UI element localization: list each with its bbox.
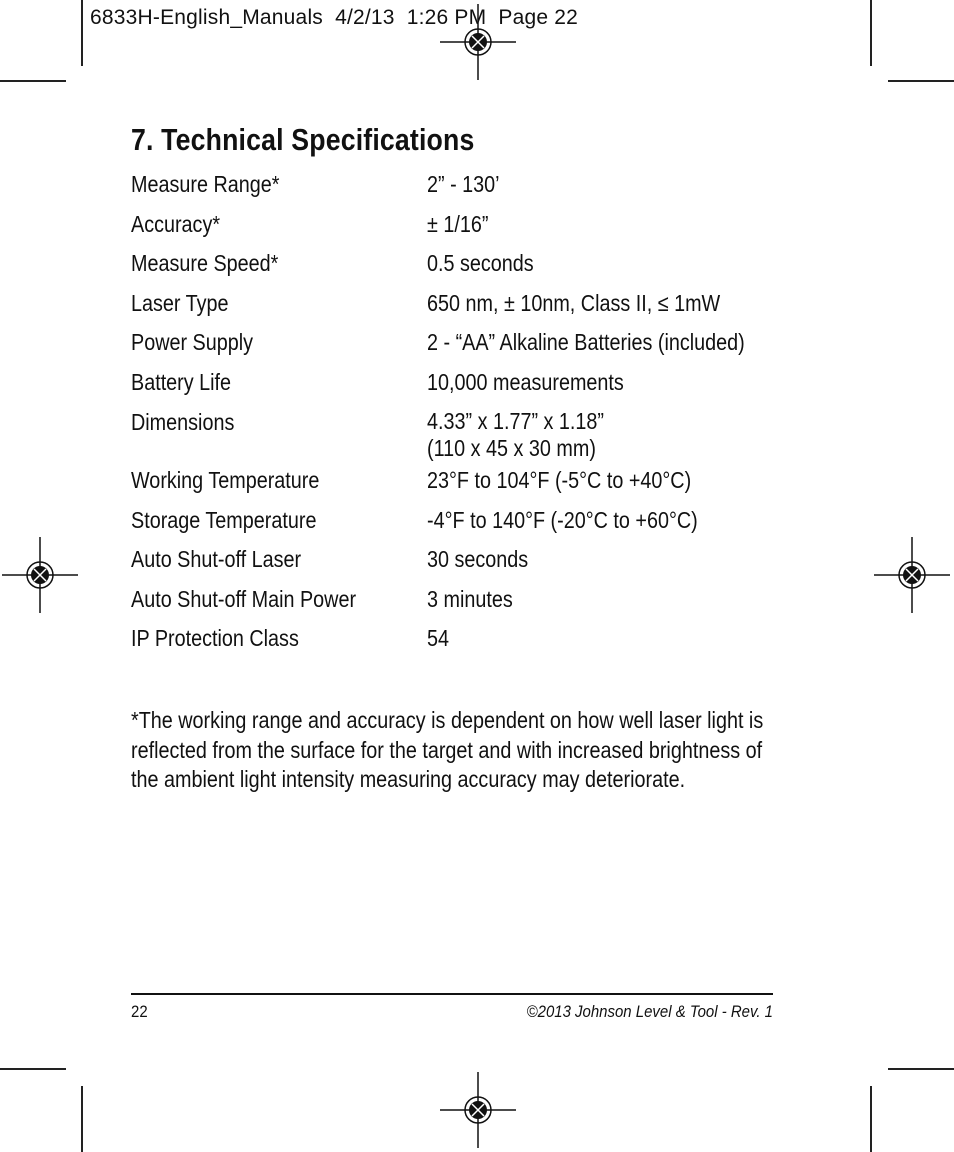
- spec-label: Measure Range*: [131, 171, 280, 197]
- print-slug-line: 6833H-English_Manuals 4/2/13 1:26 PM Page 22: [90, 6, 579, 29]
- spec-value: 23°F to 104°F (-5°C to +40°C): [427, 467, 692, 494]
- page-title: 7. Technical Specifications: [131, 122, 475, 157]
- spec-value: 2” - 130’: [427, 171, 500, 197]
- spec-value: 4.33” x 1.77” x 1.18” (110 x 45 x 30 mm): [427, 407, 605, 461]
- specifications-table: [131, 170, 831, 664]
- spec-value: -4°F to 140°F (-20°C to +60°C): [427, 506, 698, 533]
- crop-mark-bottom-left-horizontal: [0, 1068, 66, 1070]
- spec-value: 3 minutes: [427, 585, 513, 612]
- crop-mark-bottom-left-vertical: [81, 1086, 83, 1152]
- spec-row-measure-range: [131, 170, 831, 210]
- spec-label: Storage Temperature: [131, 506, 317, 533]
- spec-value: 30 seconds: [427, 546, 529, 573]
- spec-label: Dimensions: [131, 408, 235, 435]
- spec-label: Accuracy*: [131, 210, 221, 237]
- registration-mark-icon: [874, 537, 950, 613]
- crop-mark-top-left-horizontal: [0, 80, 66, 82]
- spec-value: 54: [427, 625, 450, 652]
- spec-row-dimensions: [131, 408, 831, 467]
- spec-value: 10,000 measurements: [427, 368, 624, 395]
- spec-label: Auto Shut-off Laser: [131, 546, 302, 573]
- spec-value: ± 1/16”: [427, 210, 489, 237]
- footnote-paragraph: *The working range and accuracy is dependent on how well laser light is reflected from the surface for the target and with increased brightness of the ambient light intensity measuring accuracy may deteriorate.: [131, 707, 764, 792]
- spec-row-working-temperature: [131, 466, 831, 506]
- spec-label: Battery Life: [131, 368, 232, 395]
- spec-row-ip-protection-class: [131, 624, 831, 664]
- spec-row-power-supply: [131, 328, 831, 368]
- spec-label: Power Supply: [131, 329, 254, 356]
- crop-mark-bottom-right-horizontal: [888, 1068, 954, 1070]
- crop-mark-bottom-right-vertical: [870, 1086, 872, 1152]
- crop-mark-top-right-horizontal: [888, 80, 954, 82]
- spec-row-measure-speed: [131, 249, 831, 289]
- spec-row-accuracy: [131, 210, 831, 250]
- crop-mark-top-left-vertical: [81, 0, 83, 66]
- spec-label: IP Protection Class: [131, 625, 299, 652]
- spec-row-battery-life: [131, 368, 831, 408]
- spec-row-auto-shutoff-main-power: [131, 585, 831, 625]
- spec-label: Working Temperature: [131, 467, 320, 494]
- spec-row-auto-shutoff-laser: [131, 545, 831, 585]
- spec-label: Auto Shut-off Main Power: [131, 585, 357, 612]
- copyright-notice: ©2013 Johnson Level & Tool - Rev. 1: [526, 1002, 773, 1021]
- spec-label: Measure Speed*: [131, 250, 279, 277]
- footer-divider: [131, 993, 773, 995]
- spec-value: 2 - “AA” Alkaline Batteries (included): [427, 329, 745, 356]
- spec-value: 650 nm, ± 10nm, Class II, ≤ 1mW: [427, 289, 721, 316]
- registration-mark-icon: [2, 537, 78, 613]
- crop-mark-top-right-vertical: [870, 0, 872, 66]
- spec-row-storage-temperature: [131, 506, 831, 546]
- registration-mark-icon: [440, 4, 516, 80]
- spec-row-laser-type: [131, 289, 831, 329]
- registration-mark-icon: [440, 1072, 516, 1148]
- spec-value: 0.5 seconds: [427, 250, 534, 277]
- spec-label: Laser Type: [131, 289, 229, 316]
- page-number: 22: [131, 1002, 148, 1021]
